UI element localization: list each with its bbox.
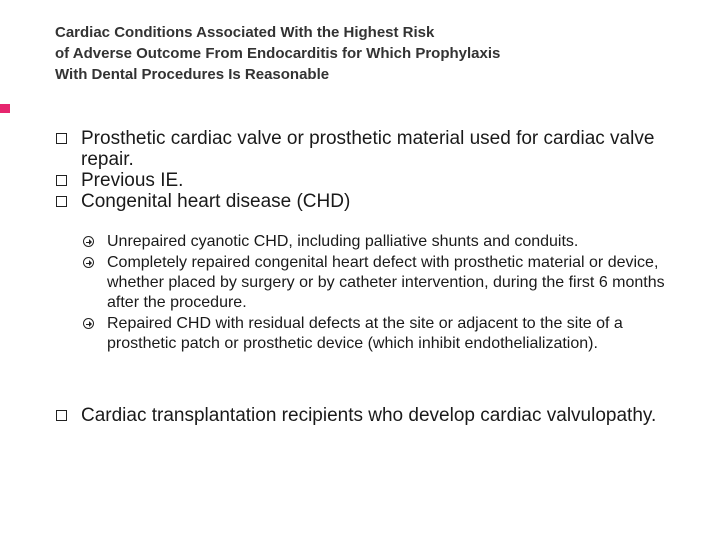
sub-bullet-text: Unrepaired cyanotic CHD, including palliative shunts and conduits. xyxy=(107,233,579,250)
accent-bar xyxy=(0,104,10,113)
bullet-list xyxy=(55,128,675,212)
circle-arrow-bullet-icon xyxy=(83,318,94,329)
square-bullet-icon xyxy=(56,175,67,186)
title-line-1: Cardiac Conditions Associated With the Highest Risk xyxy=(55,24,435,41)
bullet-text: Prosthetic cardiac valve or prosthetic material used for cardiac valve repair. xyxy=(81,128,655,170)
title-line-3: With Dental Procedures Is Reasonable xyxy=(55,66,330,83)
title-line-2: of Adverse Outcome From Endocarditis for Which Prophylaxis xyxy=(55,45,501,62)
bullet-text: Congenital heart disease (CHD) xyxy=(81,191,351,212)
bullet-text: Previous IE. xyxy=(81,170,184,191)
bullet-item xyxy=(55,128,675,170)
bullet-item xyxy=(55,191,675,212)
slide-title xyxy=(55,22,675,85)
bullet-item xyxy=(55,170,675,191)
sub-bullet-item xyxy=(83,232,683,252)
bullet-item xyxy=(55,405,675,426)
bullet-list-last xyxy=(55,405,675,426)
circle-arrow-bullet-icon xyxy=(83,236,94,247)
sub-bullet-list xyxy=(83,232,683,355)
square-bullet-icon xyxy=(56,410,67,421)
sub-bullet-text: Completely repaired congenital heart defect with prosthetic material or device, whether placed by surgery or by catheter intervention, during the first 6 months after the procedure. xyxy=(107,254,665,311)
square-bullet-icon xyxy=(56,196,67,207)
sub-bullet-item xyxy=(83,253,683,313)
square-bullet-icon xyxy=(56,133,67,144)
circle-arrow-bullet-icon xyxy=(83,257,94,268)
sub-bullet-item xyxy=(83,314,683,354)
bullet-text: Cardiac transplantation recipients who develop cardiac valvulopathy. xyxy=(81,405,657,426)
sub-bullet-text: Repaired CHD with residual defects at the site or adjacent to the site of a prosthetic patch or prosthetic device (which inhibit endothelialization). xyxy=(107,315,623,352)
